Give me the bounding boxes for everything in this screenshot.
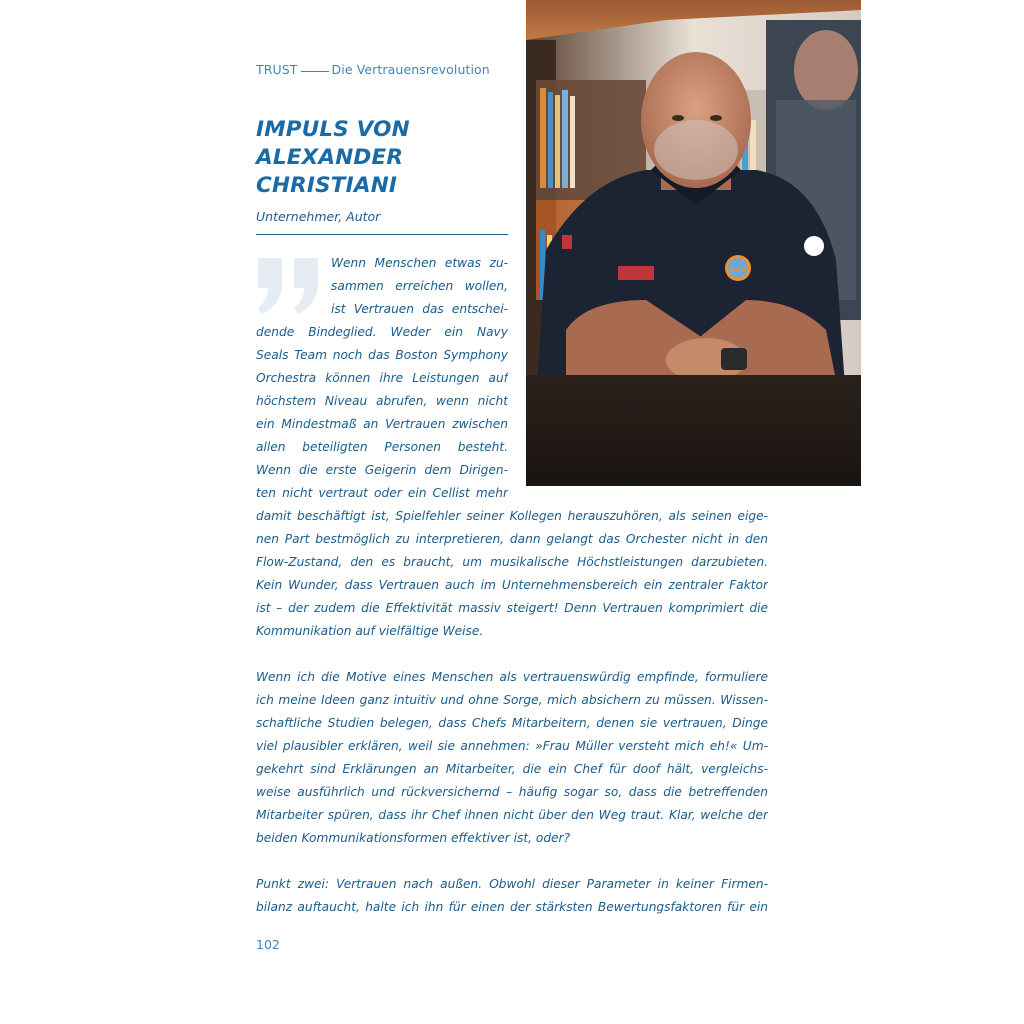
text-line: Kein Wunder, dass Vertrauen auch im Unternehmensbereich ein zentraler Faktor [256,578,768,592]
header-chapter: Die Vertrauensrevolution [331,62,490,77]
title-divider [256,234,508,235]
text-line: ten nicht vertraut oder ein Cellist mehr [256,486,508,500]
text-line: bilanz auftaucht, halte ich ihn für einen der stärksten Bewertungsfaktoren für ein [256,900,768,914]
text-line: nen Part bestmöglich zu interpretieren, dann gelangt das Orchester nicht in den [256,532,768,546]
article-title [256,116,410,200]
text-line: Flow-Zustand, den es braucht, um musikalische Höchstleistungen darzubieten. [256,555,768,569]
text-line: beiden Kommunikationsformen effektiver ist, oder? [256,831,571,845]
text-line: Wenn Menschen etwas zu- [331,256,508,270]
text-line: ist Vertrauen das entschei- [331,302,508,316]
text-line: sammen erreichen wollen, [331,279,508,293]
text-line: viel plausibler erklären, weil sie annehmen: »Frau Müller versteht mich eh!« Um- [256,739,768,753]
text-line: dende Bindeglied. Weder ein Navy [256,325,508,339]
text-line: ich meine Ideen ganz intuitiv und ohne Sorge, mich absichern zu müssen. Wissen- [256,693,768,707]
page-number: 102 [256,937,280,952]
header-section: TRUST [256,62,298,77]
text-line: Wenn ich die Motive eines Menschen als vertrauenswürdig empfinde, formuliere [256,670,768,684]
text-line: ist – der zudem die Effektivität massiv steigert! Denn Vertrauen komprimiert die [256,601,768,615]
text-line: allen beteiligten Personen besteht. [256,440,508,454]
text-line: Orchestra können ihre Leistungen auf [256,371,508,385]
article-subtitle: Unternehmer, Autor [256,209,381,224]
text-line: höchstem Niveau abrufen, wenn nicht [256,394,508,408]
text-line: weise ausführlich und rückversichernd – häufig sogar so, dass die betreffenden [256,785,768,799]
running-header [256,62,490,77]
title-line: ALEXANDER [256,145,404,170]
text-line: Mitarbeiter spüren, dass ihr Chef ihnen nicht über den Weg traut. Klar, welche der [256,808,768,822]
header-rule [301,71,329,72]
shirt-badge-text: Gulf [729,266,747,274]
quote-mark-icon [256,256,320,316]
portrait-illustration [526,0,861,486]
author-photo [526,0,861,486]
title-line: IMPULS VON [256,117,410,142]
text-line: Seals Team noch das Boston Symphony [256,348,508,362]
text-line: Wenn die erste Geigerin dem Dirigen- [256,463,508,477]
text-line: Punkt zwei: Vertrauen nach außen. Obwohl dieser Parameter in keiner Firmen- [256,877,768,891]
text-line: schaftliche Studien belegen, dass Chefs Mitarbeitern, denen sie vertrauen, Dinge [256,716,768,730]
text-line: ein Mindestmaß an Vertrauen zwischen [256,417,508,431]
text-line: gekehrt sind Erklärungen an Mitarbeiter, die ein Chef für doof hält, vergleichs- [256,762,768,776]
text-line: damit beschäftigt ist, Spielfehler seiner Kollegen herauszuhören, als seinen eige- [256,509,768,523]
text-line: Kommunikation auf vielfältige Weise. [256,624,484,638]
title-line: CHRISTIANI [256,173,398,198]
